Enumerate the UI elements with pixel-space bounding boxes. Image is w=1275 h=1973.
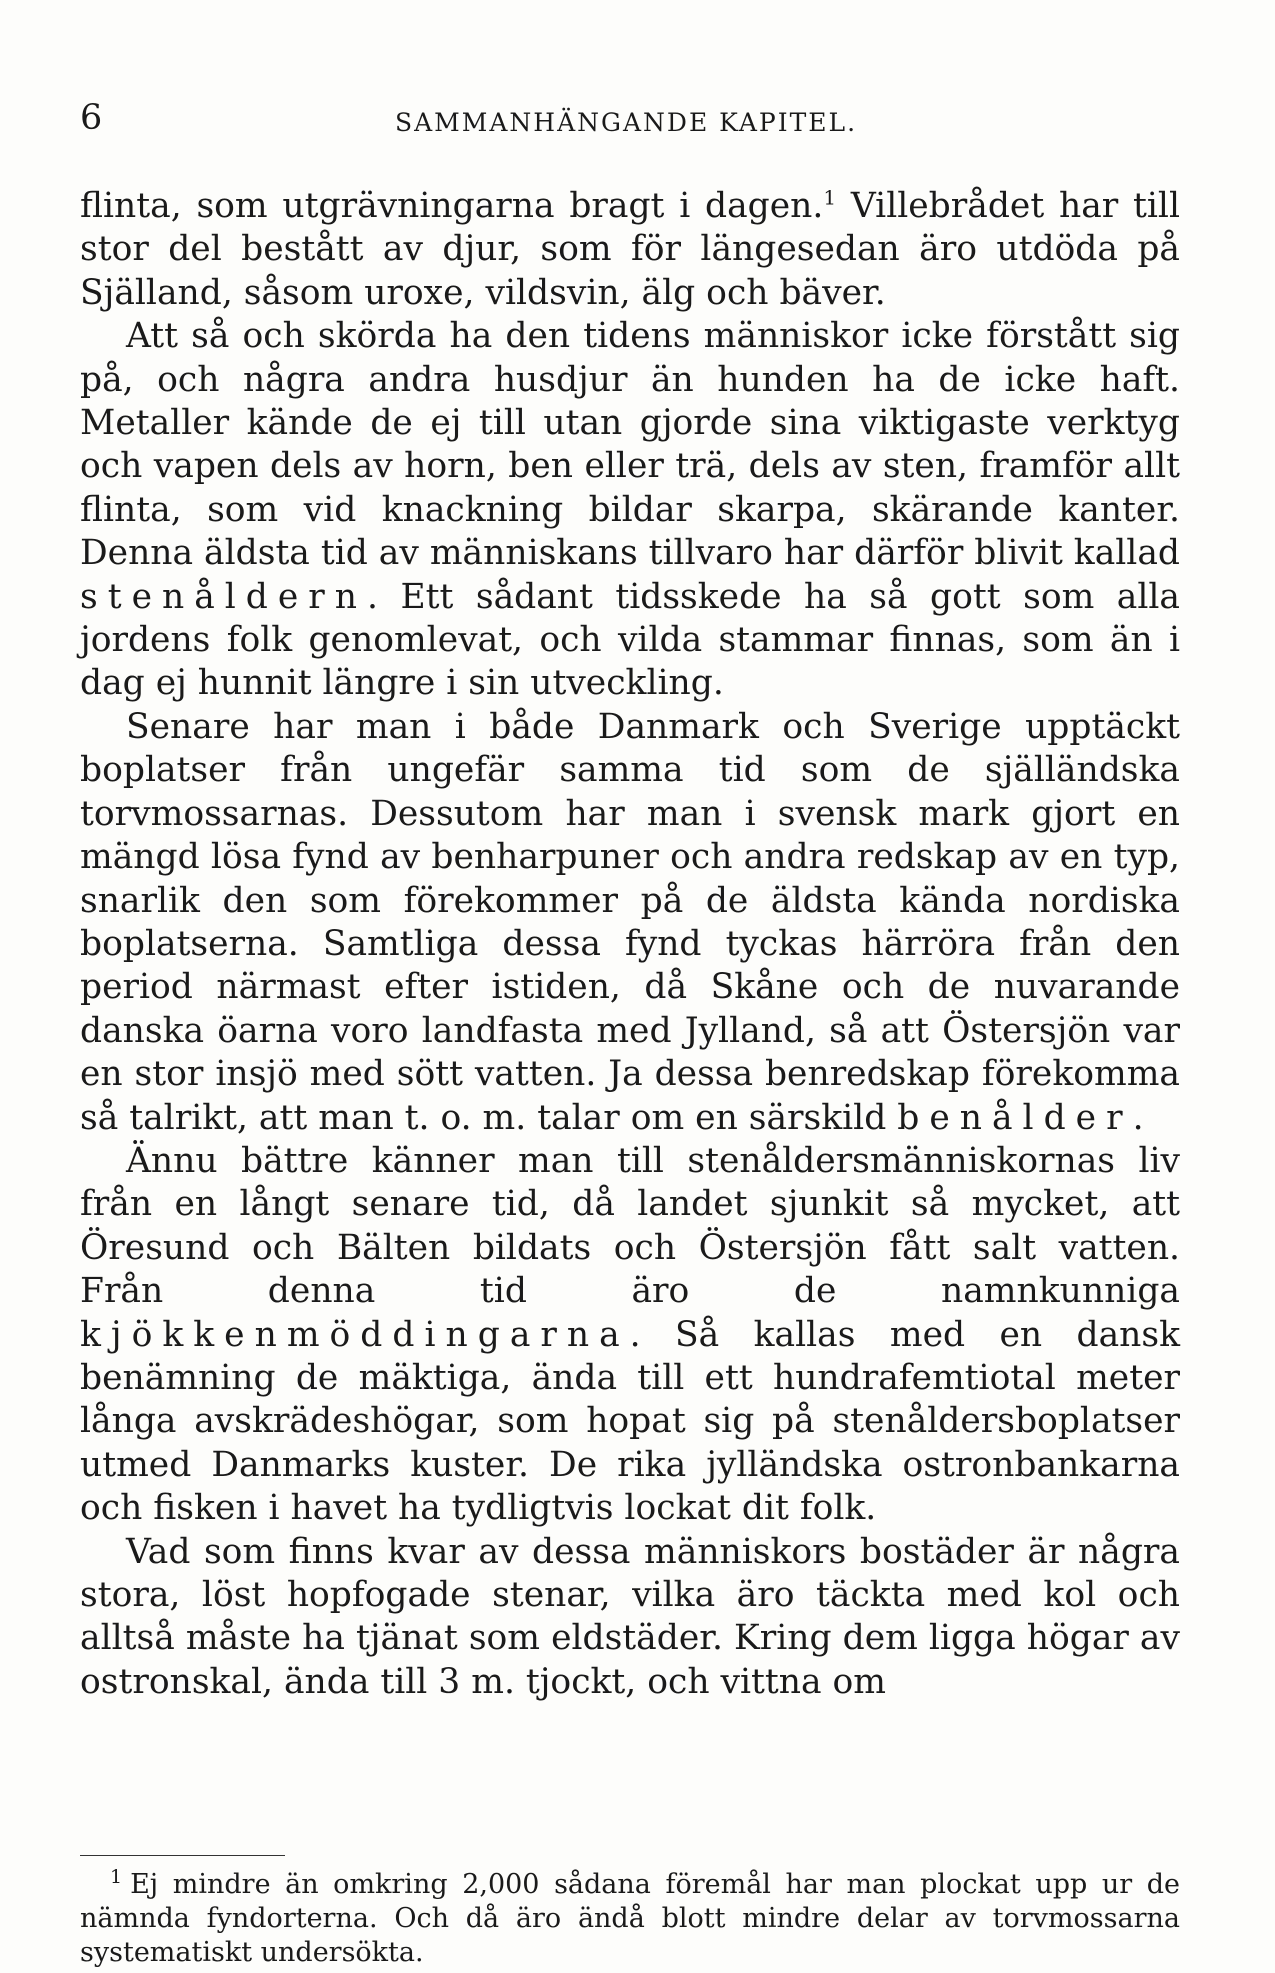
footnotes	[80, 1868, 1180, 1970]
paragraph-text: Ännu bättre känner man till stenåldersmänniskornas liv från en långt senare tid, då landet sjunkit så mycket, att Öresund och Bälten bildats och Östersjön fått salt vatten. Från denna tid äro de namnkunniga	[80, 1140, 1180, 1312]
emphasized-term: benålder	[897, 1097, 1133, 1138]
paragraph	[80, 315, 1180, 706]
paragraph-text: Villebrådet har till stor del bestått av djur, som för längesedan äro utdöda på Själland, såsom uroxe, vildsvin, älg och bäver.	[80, 186, 1180, 313]
paragraph	[80, 185, 1180, 315]
paragraph-text: . Ett sådant tidsskede ha så gott som alla jordens folk genomlevat, och vilda stammar finnas, som än i dag ej hunnit längre i sin utveckling.	[80, 576, 1180, 704]
paragraph	[80, 706, 1180, 1140]
page-number: 6	[80, 98, 103, 138]
page-header	[80, 98, 1180, 148]
footnote-text: Ej mindre än omkring 2,000 sådana föremål har man plockat upp ur de nämnda fyndorterna. Och då äro ändå blott mindre delar av torvmossarna systematiskt undersökta.	[80, 1869, 1180, 1968]
footnote	[80, 1868, 1180, 1970]
paragraph-text: flinta, som utgrävningarna bragt i dagen.	[80, 186, 824, 226]
paragraph	[80, 1531, 1180, 1705]
footnote-marker: 1	[110, 1866, 123, 1888]
paragraph-text: Senare har man i både Danmark och Sverige upptäckt boplatser från ungefär samma tid som de själländska torvmossarnas. Dessutom har man i svensk mark gjort en mängd lösa fynd av benharpuner och andra redskap av en typ, snarlik den som förekommer på de äldsta kända nordiska boplatserna. Samtliga dessa fynd tyckas härröra från den period närmast efter istiden, då Skåne och de nuvarande danska öarna voro landfasta med Jylland, så att Östersjön var en stor insjö med sött vatten. Ja dessa benredskap förekomma så talrikt, att man t. o. m. talar om en särskild	[80, 706, 1180, 1138]
footnote-reference: 1	[823, 185, 837, 210]
paragraph-text: . Så kallas med en dansk benämning de mäktiga, ända till ett hundrafemtiotal meter långa avskrädeshögar, som hopat sig på stenåldersboplatser utmed Danmarks kuster. De rika jylländska ostronbankarna och fisken i havet ha tydligtvis lockat dit folk.	[80, 1314, 1180, 1529]
paragraph-text: Vad som finns kvar av dessa människors bostäder är några stora, löst hopfogade stenar, vilka äro täckta med kol och alltså måste ha tjänat som eldstäder. Kring dem ligga högar av ostronskal, ända till 3 m. tjockt, och vittna om	[80, 1531, 1180, 1702]
running-title: SAMMANHÄNGANDE KAPITEL.	[395, 108, 858, 137]
body-text	[80, 185, 1180, 1704]
paragraph	[80, 1140, 1180, 1531]
paragraph-text: .	[1132, 1097, 1144, 1138]
footnote-divider	[80, 1855, 285, 1856]
paragraph-text: Att så och skörda ha den tidens människor icke förstått sig på, och några andra husdjur än hunden ha de icke haft. Metaller kände de ej till utan gjorde sina viktigaste verktyg och vapen dels av horn, ben eller trä, dels av sten, framför allt flinta, som vid knackning bildar skarpa, skärande kanter. Denna äldsta tid av människans tillvaro har därför blivit kallad	[80, 316, 1180, 574]
emphasized-term: stenåldern	[80, 576, 368, 617]
emphasized-term: kjökkenmöddingarna	[80, 1314, 630, 1355]
